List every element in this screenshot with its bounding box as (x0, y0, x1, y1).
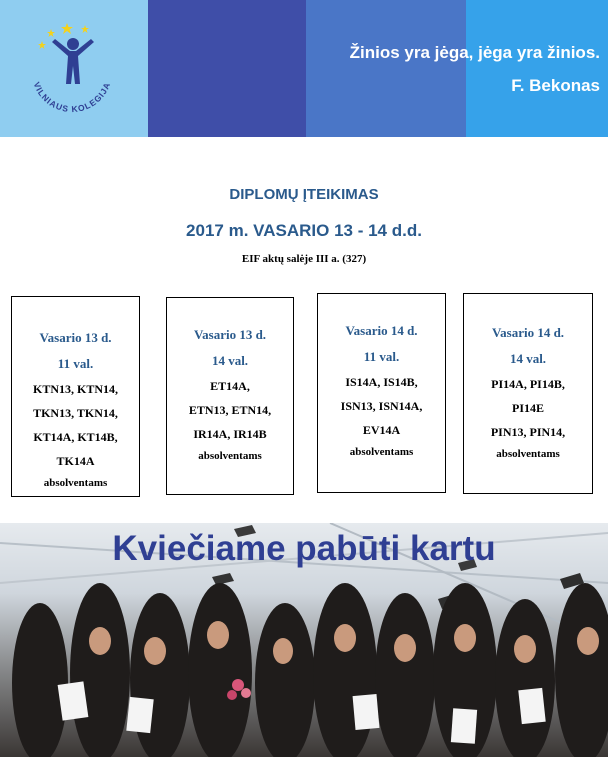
header-banner (0, 0, 608, 137)
card-date: Vasario 14 d. (345, 323, 418, 338)
logo-text: VILNIAUS KOLEGIJA (31, 80, 113, 115)
card-group-line: ET14A, (210, 379, 250, 393)
card-time: 11 val. (57, 356, 94, 371)
quote-author: F. Bekonas (511, 76, 600, 95)
invite-slogan: Kviečiame pabūti kartu (112, 529, 496, 568)
schedule-card-2 (166, 297, 294, 495)
card-note: absolventams (43, 477, 108, 489)
schedule-card-1 (11, 296, 140, 497)
card-group-line: IR14A, IR14B (193, 427, 267, 441)
card-time: 14 val. (509, 351, 547, 366)
quote-text: Žinios yra jėga, jėga yra žinios. (349, 43, 600, 62)
card-group-line: TKN13, TKN14, (33, 406, 118, 420)
card-date: Vasario 13 d. (39, 330, 112, 345)
event-title: DIPLOMŲ ĮTEIKIMAS (229, 186, 379, 203)
card-group-line: ETN13, ETN14, (188, 403, 272, 417)
card-group-line: PI14A, PI14B, (491, 377, 565, 391)
svg-text:VILNIAUS KOLEGIJA (32, 80, 113, 114)
card-time: 11 val. (363, 349, 400, 364)
graduation-photo (0, 523, 608, 757)
quote-block (350, 36, 600, 102)
card-group-line: KTN13, KTN14, (32, 382, 118, 396)
event-dates: 2017 m. VASARIO 13 - 14 d.d. (186, 221, 422, 240)
card-date: Vasario 13 d. (193, 327, 267, 342)
card-group-line: EV14A (362, 423, 401, 437)
card-note: absolventams (496, 448, 560, 460)
card-group-line: TK14A (56, 454, 95, 468)
card-group-line: IS14A, IS14B, (345, 375, 418, 389)
banner-stripe-indigo (148, 0, 306, 137)
college-logo-icon (18, 14, 128, 124)
card-group-line: KT14A, KT14B, (33, 430, 118, 444)
schedule-card-4 (463, 293, 593, 494)
event-location: EIF aktų salėje III a. (327) (241, 253, 367, 265)
schedule-card-3 (317, 293, 446, 493)
card-note: absolventams (198, 450, 262, 462)
card-time: 14 val. (211, 353, 249, 368)
card-date: Vasario 14 d. (491, 325, 565, 340)
card-note: absolventams (349, 446, 414, 458)
card-group-line: ISN13, ISN14A, (340, 399, 423, 413)
card-group-line: PIN13, PIN14, (490, 425, 566, 439)
card-group-line: PI14E (511, 401, 544, 415)
